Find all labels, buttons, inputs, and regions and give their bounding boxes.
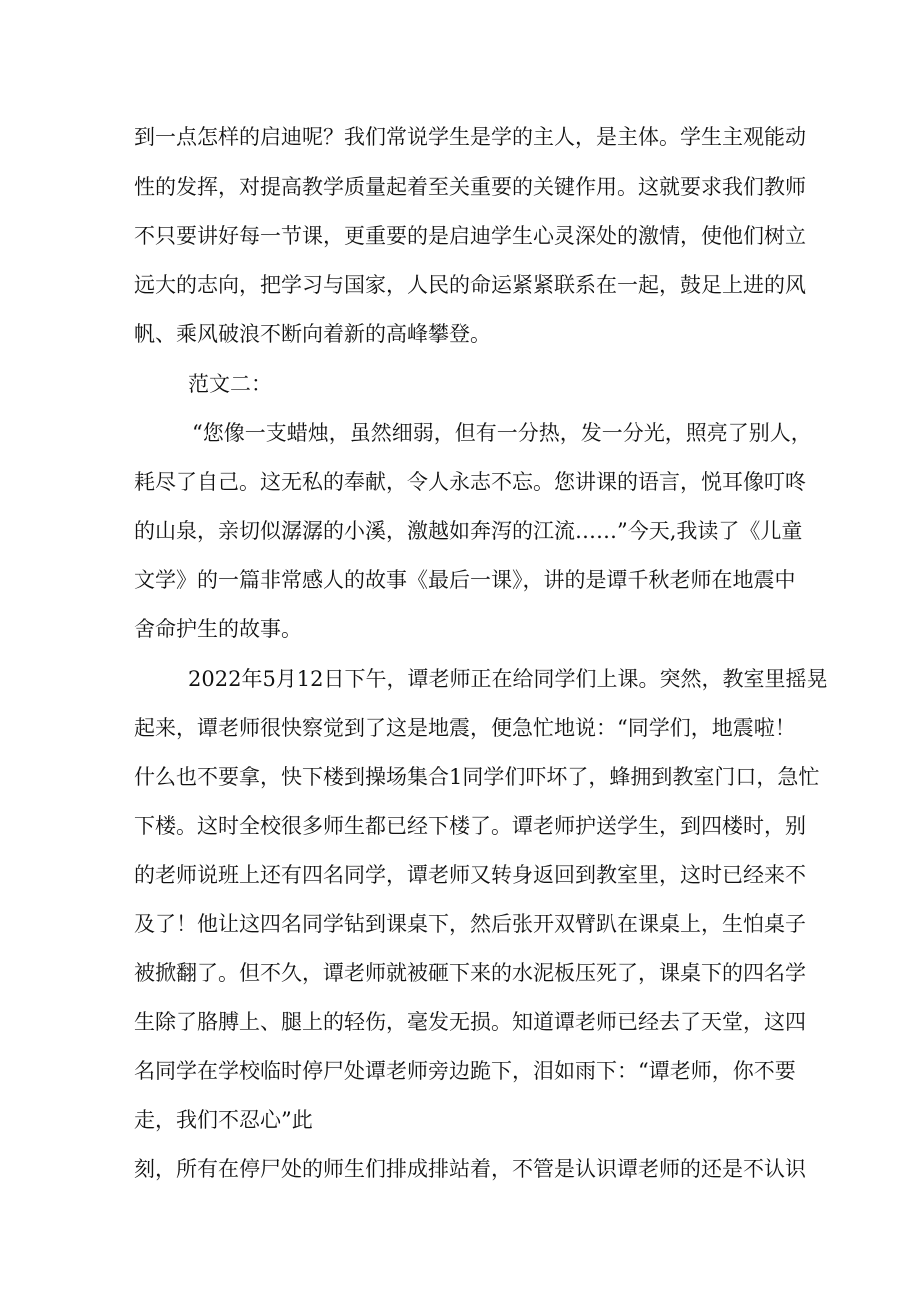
paragraph-2-line-5: 舍命护生的故事。 bbox=[134, 617, 302, 641]
paragraph-1-line-3: 不只要讲好每一节课，更重要的是启迪学生心灵深处的激情，使他们树立 bbox=[134, 224, 806, 248]
paragraph-3-line-7: 被掀翻了。但不久，谭老师就被砸下来的水泥板压死了，课桌下的四名学 bbox=[134, 961, 806, 985]
paragraph-3-line-4: 下楼。这时全校很多师生都已经下楼了。谭老师护送学生，到四楼时，别 bbox=[134, 814, 806, 838]
paragraph-2-line-3: 的山泉，亲切似潺潺的小溪，激越如奔泻的江流……”今天,我读了《儿童 bbox=[134, 519, 803, 543]
paragraph-1-line-5: 帆、乘风破浪不断向着新的高峰攀登。 bbox=[134, 322, 491, 346]
paragraph-2-line-2: 耗尽了自己。这无私的奉献，令人永志不忘。您讲课的语言，悦耳像叮咚 bbox=[134, 470, 806, 494]
paragraph-3-line-8: 生除了胳膊上、腿上的轻伤，毫发无损。知道谭老师已经去了天堂，这四 bbox=[134, 1010, 806, 1034]
paragraph-1-line-4: 远大的志向，把学习与国家，人民的命运紧紧联系在一起，鼓足上进的风 bbox=[134, 273, 806, 297]
paragraph-3-line-5: 的老师说班上还有四名同学，谭老师又转身返回到教室里，这时已经来不 bbox=[134, 863, 806, 887]
paragraph-2-line-4: 文学》的一篇非常感人的故事《最后一课》，讲的是谭千秋老师在地震中 bbox=[134, 568, 796, 592]
section-heading: 范文二： bbox=[188, 372, 272, 396]
paragraph-4-line-1: 刻，所有在停尸处的师生们排成排站着，不管是认识谭老师的还是不认识 bbox=[134, 1157, 806, 1181]
paragraph-3-line-6: 及了！他让这四名同学钻到课桌下，然后张开双臂趴在课桌上，生怕桌子 bbox=[134, 912, 806, 936]
paragraph-1-line-2: 性的发挥，对提高教学质量起着至关重要的关键作用。这就要求我们教师 bbox=[134, 175, 806, 199]
paragraph-1-line-1: 到一点怎样的启迪呢？我们常说学生是学的主人，是主体。学生主观能动 bbox=[134, 125, 806, 149]
paragraph-3-line-10: 走，我们不忍心”此 bbox=[134, 1108, 313, 1132]
paragraph-3-line-1: 2022年5月12日下午，谭老师正在给同学们上课。突然，教室里摇晃 bbox=[188, 667, 828, 691]
paragraph-2-line-1: “您像一支蜡烛，虽然细弱，但有一分热，发一分光，照亮了别人， bbox=[192, 421, 812, 445]
paragraph-3-line-9: 名同学在学校临时停尸处谭老师旁边跪下，泪如雨下：“谭老师，你不要 bbox=[134, 1059, 796, 1083]
paragraph-3-line-3: 什么也不要拿，快下楼到操场集合1同学们吓坏了，蜂拥到教室门口，急忙 bbox=[134, 765, 820, 789]
paragraph-3-line-2: 起来，谭老师很快察觉到了这是地震，便急忙地说：“同学们，地震啦！ bbox=[134, 716, 796, 740]
